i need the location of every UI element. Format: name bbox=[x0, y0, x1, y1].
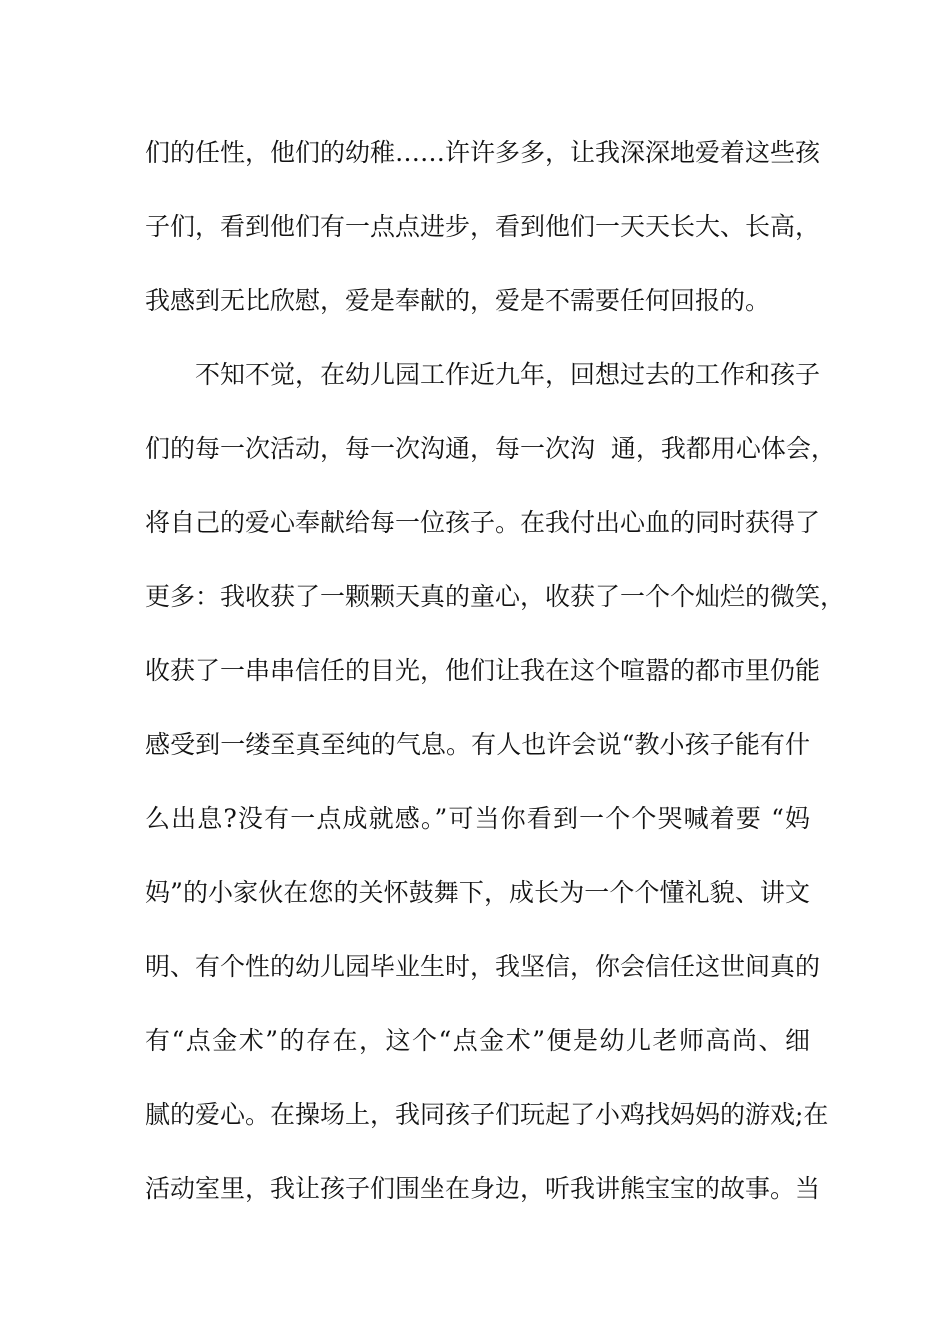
text-line: 妈”的小家伙在您的关怀鼓舞下，成长为一个个懂礼貌、讲文 bbox=[145, 878, 810, 907]
text-line: 子们，看到他们有一点点进步，看到他们一天天长大、长高， bbox=[145, 212, 821, 241]
text-line: 有“点金术”的存在，这个“点金术”便是幼儿老师高尚、细 bbox=[145, 1026, 810, 1055]
text-line: 们的任性，他们的幼稚……许许多多，让我深深地爱着这些孩 bbox=[145, 138, 821, 167]
text-line: 将自己的爱心奉献给每一位孩子。在我付出心血的同时获得了 bbox=[145, 508, 821, 537]
text-line: 更多：我收获了一颗颗天真的童心，收获了一个个灿烂的微笑， bbox=[145, 582, 846, 611]
text-line: 么出息?没有一点成就感。”可当你看到一个个哭喊着要 “妈 bbox=[145, 804, 810, 833]
text-line: 腻的爱心。在操场上，我同孩子们玩起了小鸡找妈妈的游戏;在 bbox=[145, 1100, 829, 1129]
paragraph-first-line: 不知不觉，在幼儿园工作近九年，回想过去的工作和孩子 bbox=[195, 360, 821, 389]
text-line: 感受到一缕至真至纯的气息。有人也许会说“教小孩子能有什 bbox=[145, 730, 810, 759]
text-line: 我感到无比欣慰，爱是奉献的，爱是不需要任何回报的。 bbox=[145, 286, 771, 315]
text-line: 活动室里，我让孩子们围坐在身边，听我讲熊宝宝的故事。当 bbox=[145, 1174, 821, 1203]
body-text bbox=[145, 130, 846, 1240]
text-line: 收获了一串串信任的目光，他们让我在这个喧嚣的都市里仍能 bbox=[145, 656, 821, 685]
text-line: 明、有个性的幼儿园毕业生时，我坚信，你会信任这世间真的 bbox=[145, 952, 821, 981]
text-line: 们的每一次活动，每一次沟通，每一次沟 通，我都用心体会， bbox=[145, 434, 836, 463]
